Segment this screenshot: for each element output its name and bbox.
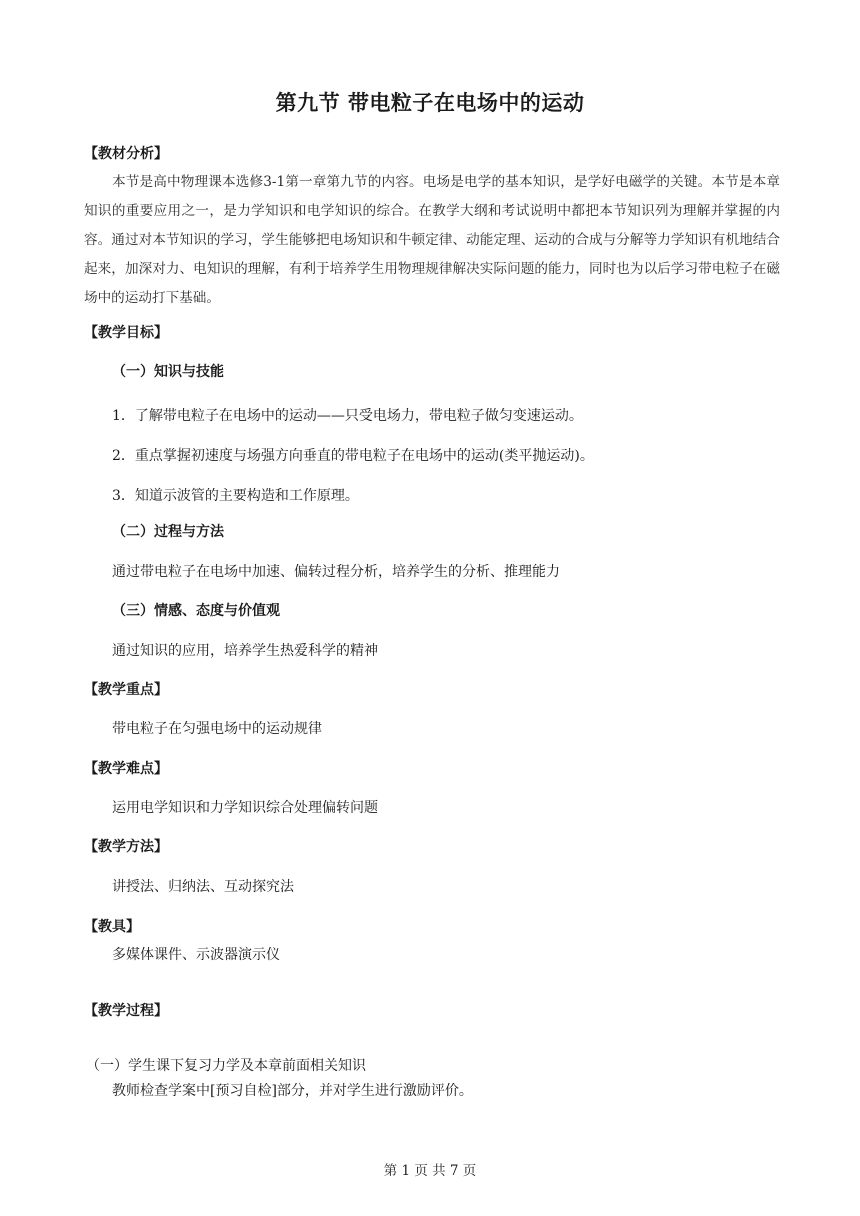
goals-subheading-knowledge: （一）知识与技能 xyxy=(112,364,224,380)
goals-item-2: 2．重点掌握初速度与场强方向垂直的带电粒子在电场中的运动(类平抛运动)。 xyxy=(112,448,594,464)
goals-item-3: 3．知道示波管的主要构造和工作原理。 xyxy=(112,488,359,504)
difficulties-text: 运用电学知识和力学知识综合处理偏转问题 xyxy=(112,800,378,816)
methods-text: 讲授法、归纳法、互动探究法 xyxy=(112,879,294,895)
methods-heading: 【教学方法】 xyxy=(84,839,168,855)
tools-text: 多媒体课件、示波器演示仪 xyxy=(112,947,280,963)
goals-attitude-text: 通过知识的应用，培养学生热爱科学的精神 xyxy=(112,643,378,659)
page-title: 第九节 带电粒子在电场中的运动 xyxy=(275,91,585,115)
process-subheading-1: （一）学生课下复习力学及本章前面相关知识 xyxy=(86,1058,366,1074)
tools-heading: 【教具】 xyxy=(84,919,140,935)
goals-item-1: 1．了解带电粒子在电场中的运动——只受电场力，带电粒子做匀变速运动。 xyxy=(112,408,583,424)
page-number-footer: 第 1 页 共 7 页 xyxy=(383,1163,477,1179)
goals-process-text: 通过带电粒子在电场中加速、偏转过程分析，培养学生的分析、推理能力 xyxy=(112,564,560,580)
goals-subheading-attitude: （三）情感、态度与价值观 xyxy=(112,603,280,619)
goals-heading: 【教学目标】 xyxy=(84,325,168,341)
difficulties-heading: 【教学难点】 xyxy=(84,761,168,777)
analysis-paragraph: 本节是高中物理课本选修3-1第一章第九节的内容。电场是电学的基本知识，是学好电磁学的关键。本节是本章知识的重要应用之一，是力学知识和电学知识的综合。在教学大纲和考试说明中都把本节知识列为理解并掌握的内容。通过对本节知识的学习，学生能够把电场知识和牛顿定律、动能定理、运动的合成与分解等力学知识有机地结合起来，加深对力、电知识的理解，有利于培养学生用物理规律解决实际问题的能力，同时也为以后学习带电粒子在磁场中的运动打下基础。 xyxy=(84,174,780,306)
process-heading: 【教学过程】 xyxy=(84,1003,168,1019)
key-points-heading: 【教学重点】 xyxy=(84,682,168,698)
process-text-1: 教师检查学案中[预习自检]部分，并对学生进行激励评价。 xyxy=(112,1083,473,1099)
goals-subheading-process: （二）过程与方法 xyxy=(112,524,224,540)
key-points-text: 带电粒子在匀强电场中的运动规律 xyxy=(112,721,322,737)
analysis-heading: 【教材分析】 xyxy=(84,146,168,162)
